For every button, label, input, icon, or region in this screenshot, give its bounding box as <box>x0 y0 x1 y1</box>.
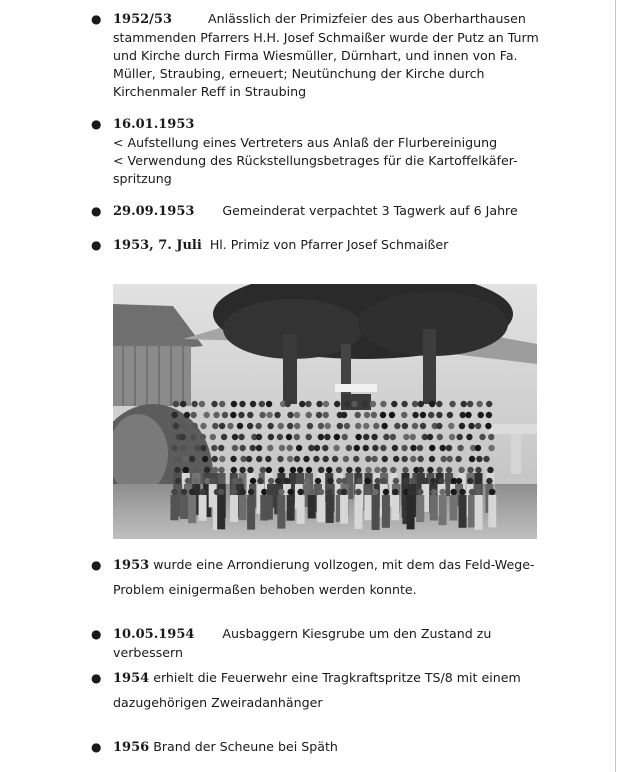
entry-date: 1952/53 <box>113 12 173 27</box>
entry-text: erhielt die Feuerwehr eine Tragkraftspritze TS/8 mit einem <box>153 670 521 685</box>
entry-date: 1953 <box>113 558 150 573</box>
entry-line: verbessern <box>113 645 183 660</box>
entry-line: Kirchenmaler Reff in Straubing <box>113 84 307 99</box>
entry-date: 29.09.1953 <box>113 204 195 219</box>
entry-text: Ausbaggern Kiesgrube um den Zustand zu <box>222 626 492 641</box>
entry-line: < Aufstellung eines Vertreters aus Anlaß der Flurbereinigung <box>113 135 498 150</box>
bullet-icon: ● <box>91 671 102 685</box>
bullet-icon: ● <box>91 12 102 26</box>
entry-text: Anlässlich der Primizfeier des aus Oberharthausen <box>208 11 526 26</box>
entry-text: Gemeinderat verpachtet 3 Tagwerk auf 6 Jahre <box>222 203 518 218</box>
entry-line: stammenden Pfarrers H.H. Josef Schmaißer wurde der Putz an Turm <box>113 30 539 45</box>
entry-text: wurde eine Arrondierung vollzogen, mit dem das Feld-Wege- <box>153 557 535 572</box>
entry-line: und Kirche durch Firma Wiesmüller, Dürnhart, und innen von Fa. <box>113 48 518 63</box>
entry-date: 10.05.1954 <box>113 627 195 642</box>
entry-text: Hl. Primiz von Pfarrer Josef Schmaißer <box>209 237 449 252</box>
primiz-photo <box>113 284 537 539</box>
entry-text: Brand der Scheune bei Späth <box>153 739 338 754</box>
bullet-icon: ● <box>91 740 102 754</box>
entry-line: Müller, Straubing, erneuert; Neutünchung der Kirche durch <box>113 66 485 81</box>
entry-date: 1954 <box>113 671 150 686</box>
entry-line: spritzung <box>113 171 172 186</box>
entry-line: < Verwendung des Rückstellungsbetrages für die Kartoffelkäfer- <box>113 153 518 168</box>
entry-line: dazugehörigen Zweiradanhänger <box>113 695 323 710</box>
bullet-icon: ● <box>91 627 102 641</box>
bullet-icon: ● <box>91 238 102 252</box>
entry-date: 1953, 7. Juli <box>113 238 202 253</box>
entry-date: 16.01.1953 <box>113 117 195 132</box>
bullet-icon: ● <box>91 117 102 131</box>
bullet-icon: ● <box>91 204 102 218</box>
entry-date: 1956 <box>113 740 150 755</box>
bullet-icon: ● <box>91 558 102 572</box>
entry-line: Problem einigermaßen behoben werden konnte. <box>113 582 417 597</box>
